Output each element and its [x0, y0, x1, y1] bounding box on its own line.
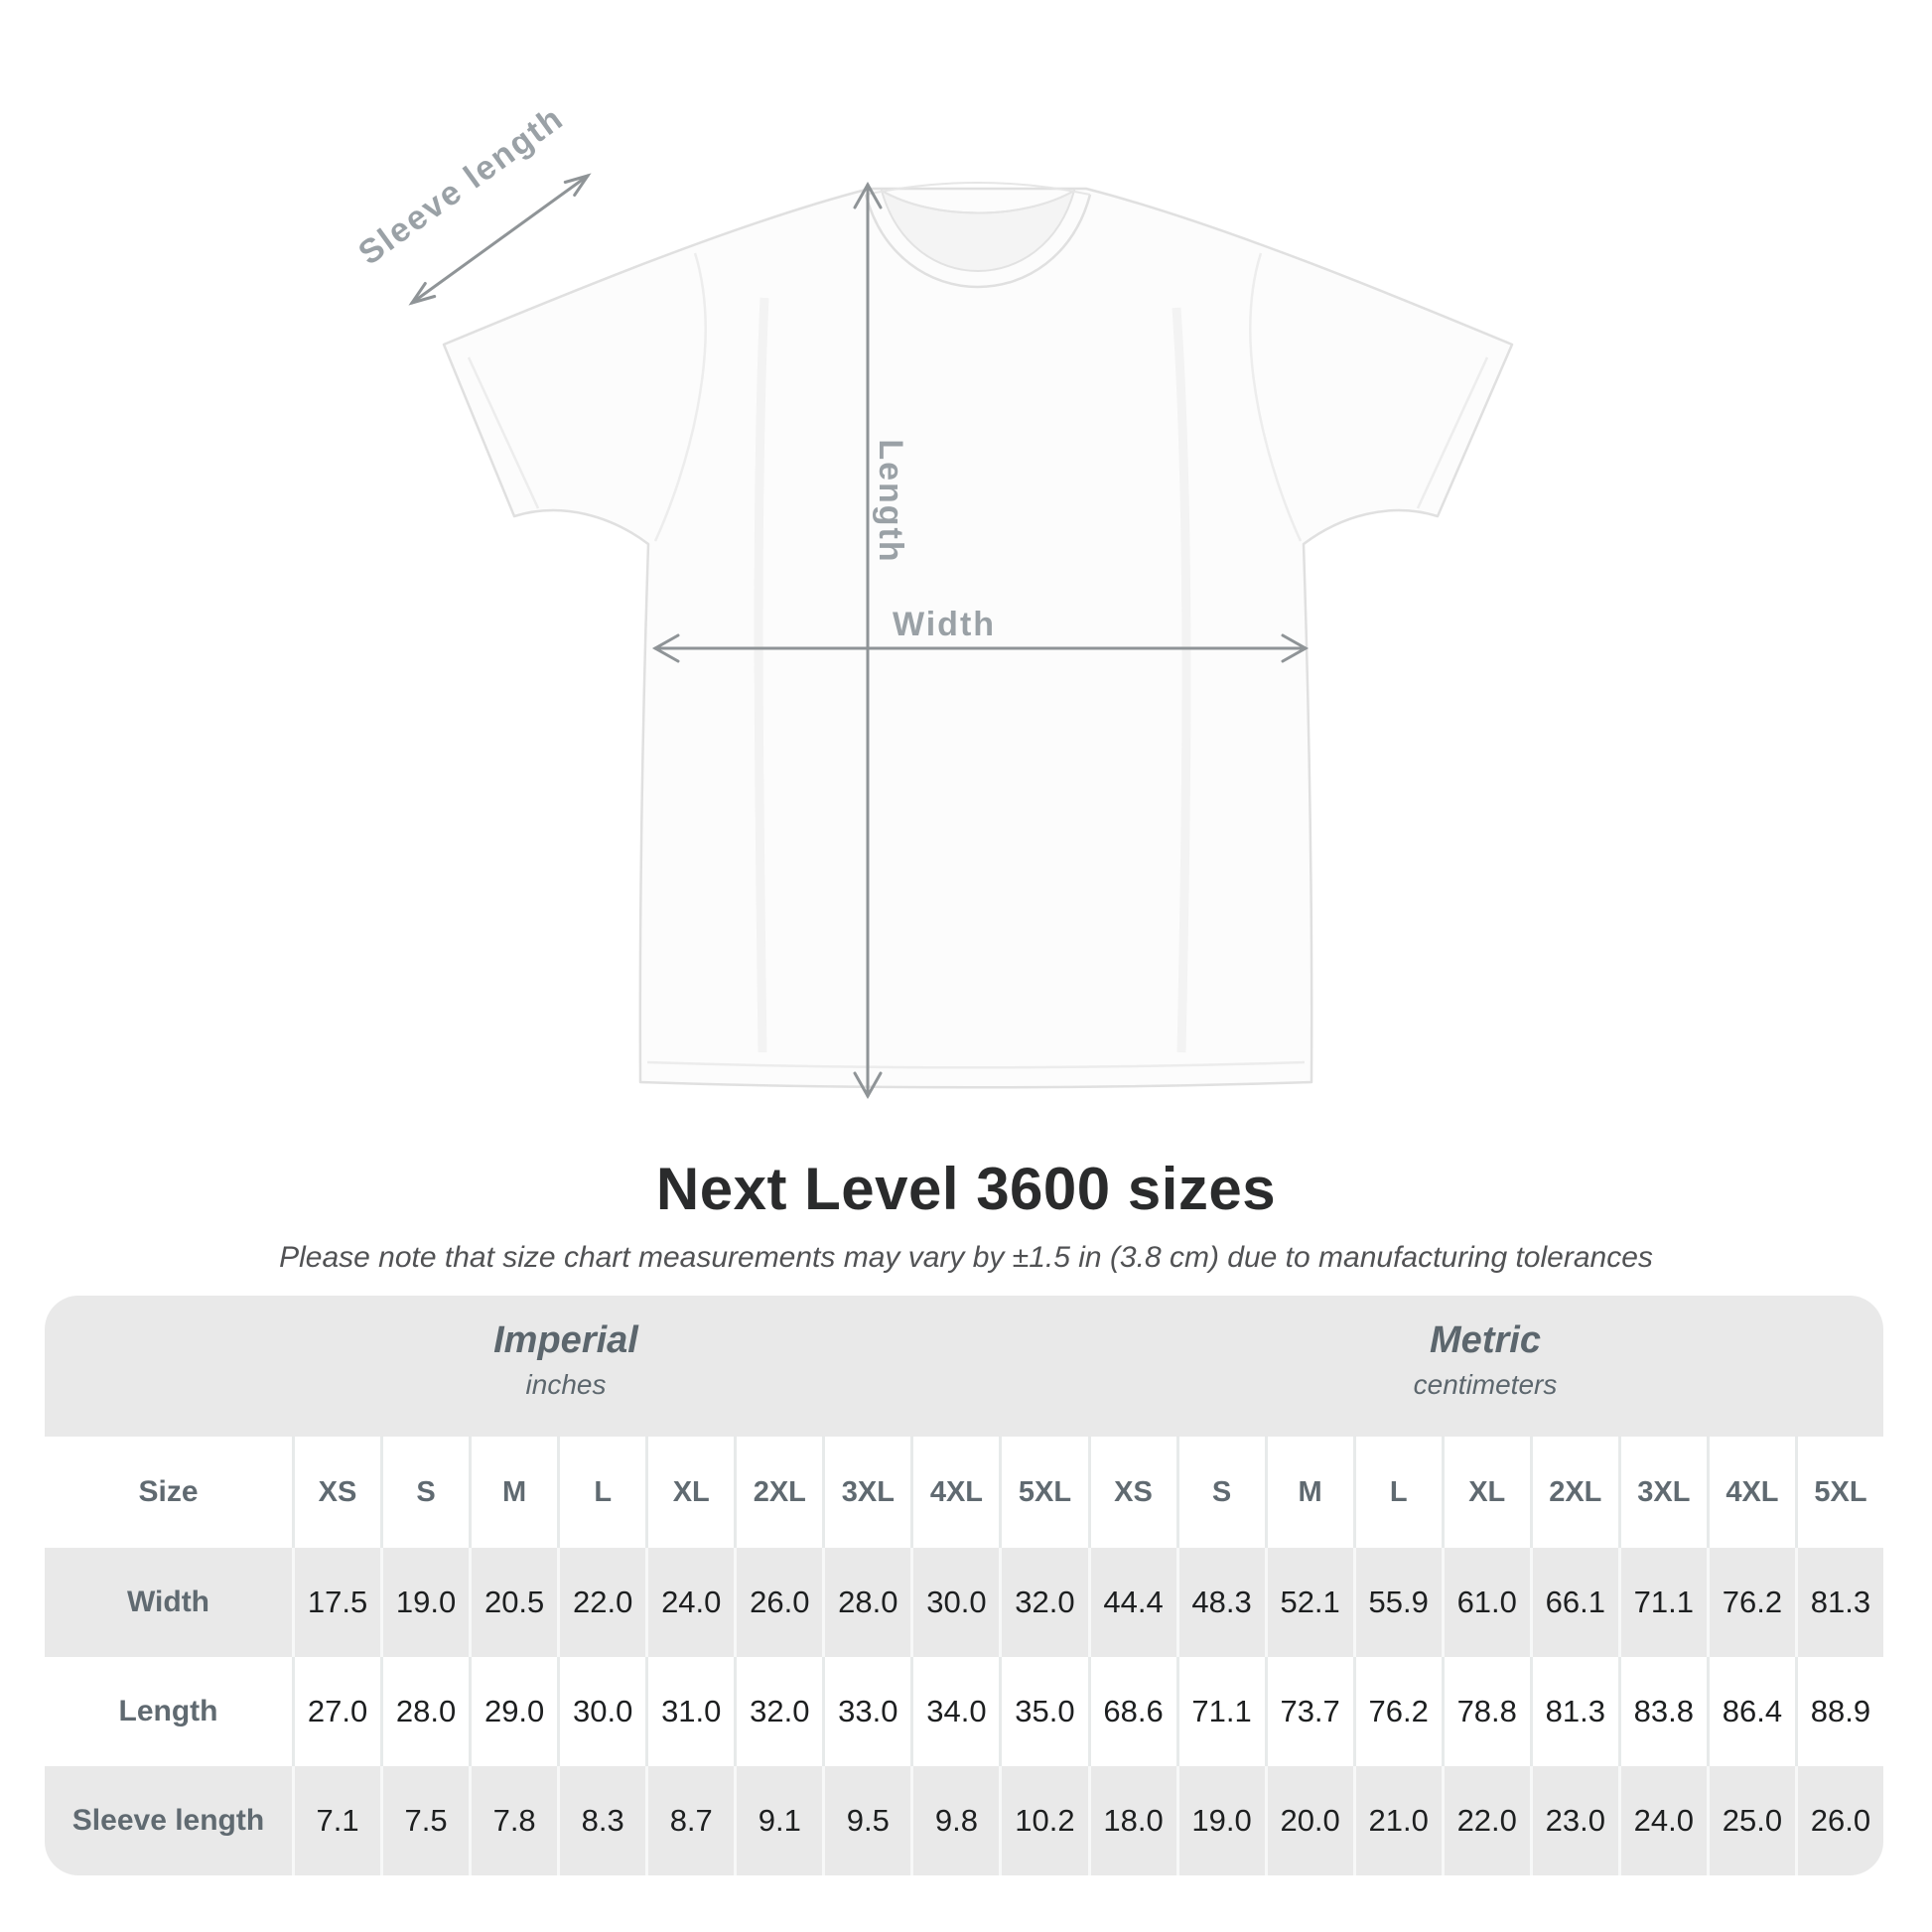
sleeve-cell: 19.0: [1176, 1766, 1265, 1875]
sleeve-cell: 20.0: [1265, 1766, 1353, 1875]
length-cell: 33.0: [822, 1657, 910, 1766]
width-cell: 24.0: [645, 1548, 734, 1657]
length-cell: 30.0: [557, 1657, 645, 1766]
size-header-metric: 5XL: [1795, 1437, 1883, 1548]
imperial-group-unit: inches: [525, 1368, 607, 1400]
sleeve-cell: 7.5: [380, 1766, 469, 1875]
length-cell: 71.1: [1176, 1657, 1265, 1766]
sleeve-cell: 10.2: [999, 1766, 1087, 1875]
length-cell: 29.0: [469, 1657, 557, 1766]
sleeve-cell: 26.0: [1795, 1766, 1883, 1875]
width-cell: 32.0: [999, 1548, 1087, 1657]
metric-group-title: Metric: [1430, 1319, 1541, 1361]
length-cell: 27.0: [292, 1657, 380, 1766]
sleeve-cell: 18.0: [1088, 1766, 1176, 1875]
size-header-imperial: 4XL: [910, 1437, 999, 1548]
sleeve-cell: 9.5: [822, 1766, 910, 1875]
length-cell: 32.0: [734, 1657, 822, 1766]
tolerance-note: Please note that size chart measurements may vary by ±1.5 in (3.8 cm) due to manufacturing tolerances: [279, 1241, 1653, 1274]
size-header-metric: S: [1176, 1437, 1265, 1548]
sleeve-cell: 7.1: [292, 1766, 380, 1875]
size-header-metric: 3XL: [1618, 1437, 1707, 1548]
imperial-group-header: [45, 1317, 1087, 1404]
width-cell: 48.3: [1176, 1548, 1265, 1657]
length-cell: 28.0: [380, 1657, 469, 1766]
row-label-length: Length: [45, 1657, 292, 1766]
row-label-width: Width: [45, 1548, 292, 1657]
size-table: [45, 1296, 1883, 1875]
size-header-imperial: S: [380, 1437, 469, 1548]
width-cell: 22.0: [557, 1548, 645, 1657]
width-cell: 26.0: [734, 1548, 822, 1657]
width-cell: 44.4: [1088, 1548, 1176, 1657]
length-cell: 76.2: [1353, 1657, 1442, 1766]
metric-group-unit: centimeters: [1413, 1368, 1558, 1400]
sleeve-cell: 7.8: [469, 1766, 557, 1875]
length-cell: 81.3: [1530, 1657, 1618, 1766]
sleeve-length-label: Sleeve length: [351, 98, 571, 273]
size-header-metric: 2XL: [1530, 1437, 1618, 1548]
size-header-imperial: XS: [292, 1437, 380, 1548]
width-cell: 76.2: [1707, 1548, 1795, 1657]
sleeve-cell: 8.7: [645, 1766, 734, 1875]
size-header-imperial: M: [469, 1437, 557, 1548]
size-header-imperial: 2XL: [734, 1437, 822, 1548]
row-label-sleeve-length: Sleeve length: [45, 1766, 292, 1875]
length-cell: 88.9: [1795, 1657, 1883, 1766]
sleeve-cell: 24.0: [1618, 1766, 1707, 1875]
table-row-length: [45, 1657, 1883, 1766]
size-header-metric: XL: [1442, 1437, 1530, 1548]
size-header-metric: XS: [1088, 1437, 1176, 1548]
length-cell: 86.4: [1707, 1657, 1795, 1766]
length-cell: 78.8: [1442, 1657, 1530, 1766]
size-header-imperial: 3XL: [822, 1437, 910, 1548]
width-cell: 71.1: [1618, 1548, 1707, 1657]
width-cell: 19.0: [380, 1548, 469, 1657]
unit-group-band: [45, 1296, 1883, 1437]
size-header-row: [45, 1437, 1883, 1548]
length-cell: 73.7: [1265, 1657, 1353, 1766]
length-cell: 31.0: [645, 1657, 734, 1766]
size-header-metric: 4XL: [1707, 1437, 1795, 1548]
length-cell: 34.0: [910, 1657, 999, 1766]
sleeve-cell: 8.3: [557, 1766, 645, 1875]
width-cell: 52.1: [1265, 1548, 1353, 1657]
sleeve-cell: 25.0: [1707, 1766, 1795, 1875]
size-header-imperial: 5XL: [999, 1437, 1087, 1548]
width-cell: 61.0: [1442, 1548, 1530, 1657]
length-label: Length: [872, 439, 909, 564]
width-cell: 30.0: [910, 1548, 999, 1657]
size-header-metric: M: [1265, 1437, 1353, 1548]
sleeve-cell: 9.1: [734, 1766, 822, 1875]
page-title: Next Level 3600 sizes: [655, 1156, 1277, 1222]
sleeve-cell: 9.8: [910, 1766, 999, 1875]
metric-group-header: [1087, 1317, 1883, 1404]
size-column-header: Size: [45, 1437, 292, 1548]
table-row-sleeve-length: [45, 1766, 1883, 1875]
width-cell: 66.1: [1530, 1548, 1618, 1657]
sleeve-cell: 23.0: [1530, 1766, 1618, 1875]
table-row-width: [45, 1548, 1883, 1657]
width-cell: 81.3: [1795, 1548, 1883, 1657]
width-cell: 28.0: [822, 1548, 910, 1657]
length-cell: 35.0: [999, 1657, 1087, 1766]
size-header-imperial: L: [557, 1437, 645, 1548]
width-cell: 20.5: [469, 1548, 557, 1657]
length-cell: 83.8: [1618, 1657, 1707, 1766]
sleeve-cell: 22.0: [1442, 1766, 1530, 1875]
size-header-metric: L: [1353, 1437, 1442, 1548]
sleeve-cell: 21.0: [1353, 1766, 1442, 1875]
imperial-group-title: Imperial: [493, 1319, 638, 1361]
width-cell: 55.9: [1353, 1548, 1442, 1657]
length-cell: 68.6: [1088, 1657, 1176, 1766]
width-cell: 17.5: [292, 1548, 380, 1657]
size-header-imperial: XL: [645, 1437, 734, 1548]
width-label: Width: [892, 606, 997, 643]
